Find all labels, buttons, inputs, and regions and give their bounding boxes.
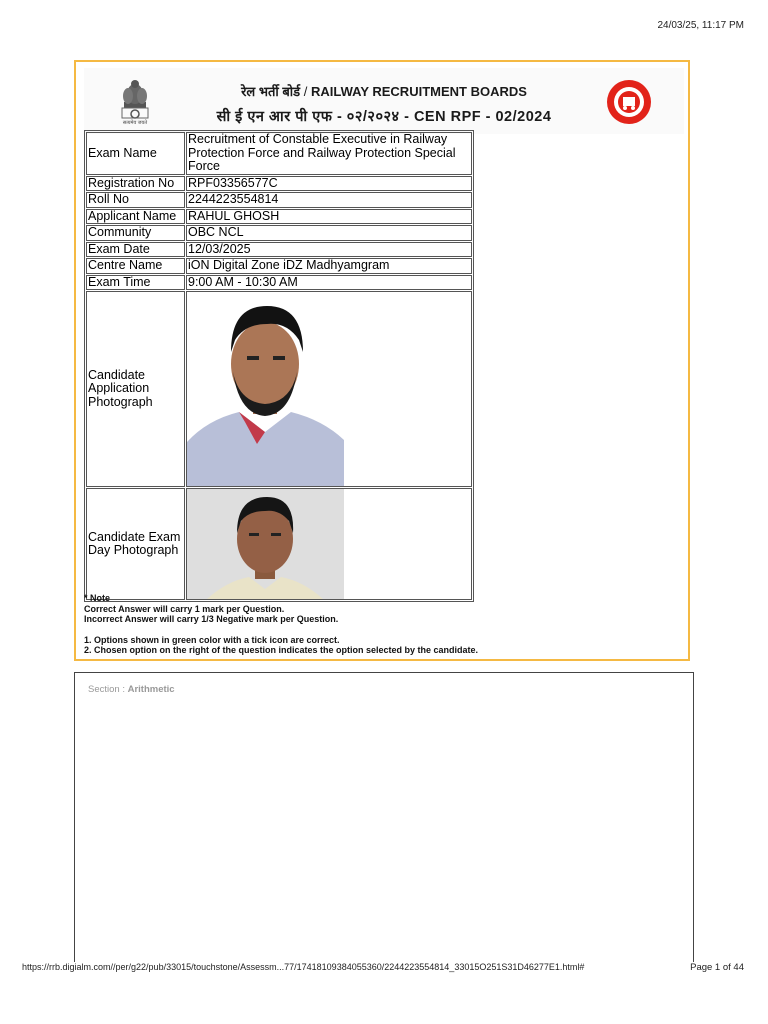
rpf-logo-icon [606, 79, 652, 125]
exam-day-photo-label: Candidate Exam Day Photograph [86, 488, 185, 600]
banner-title-hindi: रेल भर्ती बोर्ड [241, 84, 301, 99]
roll-value: 2244223554814 [186, 192, 472, 208]
page-number: Page 1 of 44 [690, 962, 744, 973]
banner-title-separator: / [300, 84, 311, 99]
section-prefix: Section : [88, 684, 128, 695]
print-url: https://rrb.digialm.com//per/g22/pub/33015/touchstone/Assessm...77/17418109384055360/2244223554814_33015O251S31D46277E1.html# [22, 962, 585, 972]
banner-title-english: RAILWAY RECRUITMENT BOARDS [310, 84, 527, 99]
note-green-options: 1. Options shown in green color with a tick icon are correct. [84, 634, 340, 645]
exam-name-value: Recruitment of Constable Executive in Railway Protection Force and Railway Protection Special Force [186, 132, 472, 175]
table-row [86, 209, 472, 225]
note-negative-mark: Incorrect Answer will carry 1/3 Negative mark per Question. [84, 614, 339, 624]
table-row [86, 488, 472, 600]
applicant-name-value: RAHUL GHOSH [186, 209, 472, 225]
print-timestamp: 24/03/25, 11:17 PM [657, 20, 744, 31]
community-label: Community [86, 225, 185, 241]
centre-name-value: iON Digital Zone iDZ Madhyamgram [186, 258, 472, 274]
banner-title [84, 82, 684, 100]
exam-day-photograph [187, 489, 344, 599]
exam-name-label: Exam Name [86, 132, 185, 175]
note-heading: * Note [84, 593, 111, 603]
candidate-info-table [84, 130, 474, 602]
table-row [86, 242, 472, 258]
exam-time-label: Exam Time [86, 275, 185, 291]
notes-block [84, 593, 478, 656]
rrb-banner [84, 68, 684, 134]
note-correct-answer: Correct Answer will carry 1 mark per Question. [84, 603, 285, 614]
table-row [86, 132, 472, 175]
table-row [86, 225, 472, 241]
community-value: OBC NCL [186, 225, 472, 241]
centre-name-label: Centre Name [86, 258, 185, 274]
banner-subtitle: सी ई एन आर पी एफ - ०२/२०२४ - CEN RPF - 02/2024 [216, 109, 552, 125]
table-row [86, 291, 472, 487]
application-photo-cell [186, 291, 472, 487]
registration-label: Registration No [86, 176, 185, 192]
applicant-name-label: Applicant Name [86, 209, 185, 225]
registration-value: RPF03356577C [186, 176, 472, 192]
candidate-card [74, 60, 690, 661]
table-row [86, 192, 472, 208]
exam-day-photo-cell [186, 488, 472, 600]
exam-time-value: 9:00 AM - 10:30 AM [186, 275, 472, 291]
application-photograph [187, 292, 344, 486]
table-row [86, 176, 472, 192]
exam-date-label: Exam Date [86, 242, 185, 258]
table-row [86, 275, 472, 291]
exam-date-value: 12/03/2025 [186, 242, 472, 258]
application-photo-label: Candidate Application Photograph [86, 291, 185, 487]
roll-label: Roll No [86, 192, 185, 208]
table-row [86, 258, 472, 274]
section-name: Arithmetic [127, 684, 175, 695]
emblem-caption: सत्यमेव जयते [122, 120, 148, 126]
note-chosen-option: 2. Chosen option on the right of the question indicates the option selected by the candidate. [84, 645, 479, 655]
section-panel [74, 672, 694, 962]
section-label [88, 684, 175, 695]
